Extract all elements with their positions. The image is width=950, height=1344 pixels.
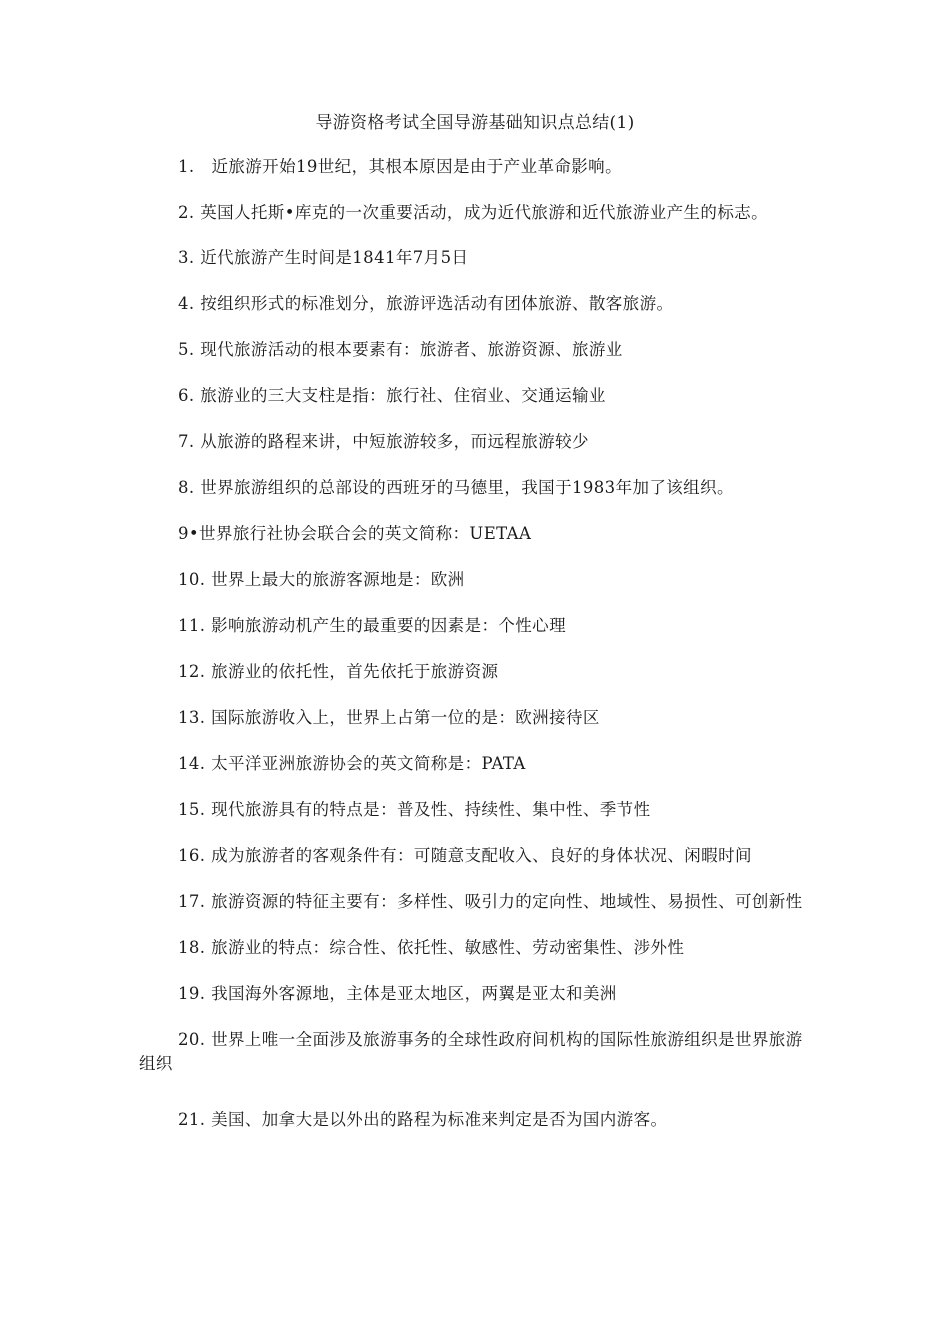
knowledge-point: 12. 旅游业的依托性，首先依托于旅游资源	[178, 662, 499, 681]
knowledge-point: 20. 世界上唯一全面涉及旅游事务的全球性政府间机构的国际性旅游组织是世界旅游组织	[139, 1030, 803, 1073]
knowledge-point: 13. 国际旅游收入上，世界上占第一位的是：欧洲接待区	[178, 708, 600, 727]
knowledge-point: 3. 近代旅游产生时间是1841年7月5日	[178, 248, 469, 267]
knowledge-point: 15. 现代旅游具有的特点是：普及性、持续性、集中性、季节性	[178, 800, 651, 819]
knowledge-point: 19. 我国海外客源地，主体是亚太地区，两翼是亚太和美洲	[178, 984, 617, 1003]
knowledge-point: 8. 世界旅游组织的总部设的西班牙的马德里，我国于1983年加了该组织。	[178, 478, 734, 497]
knowledge-point: 17. 旅游资源的特征主要有：多样性、吸引力的定向性、地域性、易损性、可创新性	[178, 892, 803, 911]
knowledge-point: 10. 世界上最大的旅游客源地是：欧洲	[178, 570, 465, 589]
knowledge-point: 1. 近旅游开始19世纪，其根本原因是由于产业革命影响。	[178, 157, 622, 176]
knowledge-point: 6. 旅游业的三大支柱是指：旅行社、住宿业、交通运输业	[178, 386, 606, 405]
knowledge-point: 7. 从旅游的路程来讲，中短旅游较多，而远程旅游较少	[178, 432, 589, 451]
knowledge-point: 5. 现代旅游活动的根本要素有：旅游者、旅游资源、旅游业	[178, 340, 623, 359]
knowledge-point: 9•世界旅行社协会联合会的英文简称：UETAA	[178, 524, 532, 543]
knowledge-point: 2. 英国人托斯•库克的一次重要活动，成为近代旅游和近代旅游业产生的标志。	[178, 203, 769, 222]
knowledge-point: 14. 太平洋亚洲旅游协会的英文简称是：PATA	[178, 754, 526, 773]
knowledge-point: 4. 按组织形式的标准划分，旅游评选活动有团体旅游、散客旅游。	[178, 294, 674, 313]
knowledge-point: 18. 旅游业的特点：综合性、依托性、敏感性、劳动密集性、涉外性	[178, 938, 685, 957]
knowledge-point-list	[139, 155, 811, 1132]
knowledge-point: 11. 影响旅游动机产生的最重要的因素是：个性心理	[178, 616, 566, 635]
knowledge-point: 16. 成为旅游者的客观条件有：可随意支配收入、良好的身体状况、闲暇时间	[178, 846, 752, 865]
document-title: 导游资格考试全国导游基础知识点总结(1)	[315, 113, 635, 133]
knowledge-point: 21. 美国、加拿大是以外出的路程为标准来判定是否为国内游客。	[178, 1110, 668, 1129]
